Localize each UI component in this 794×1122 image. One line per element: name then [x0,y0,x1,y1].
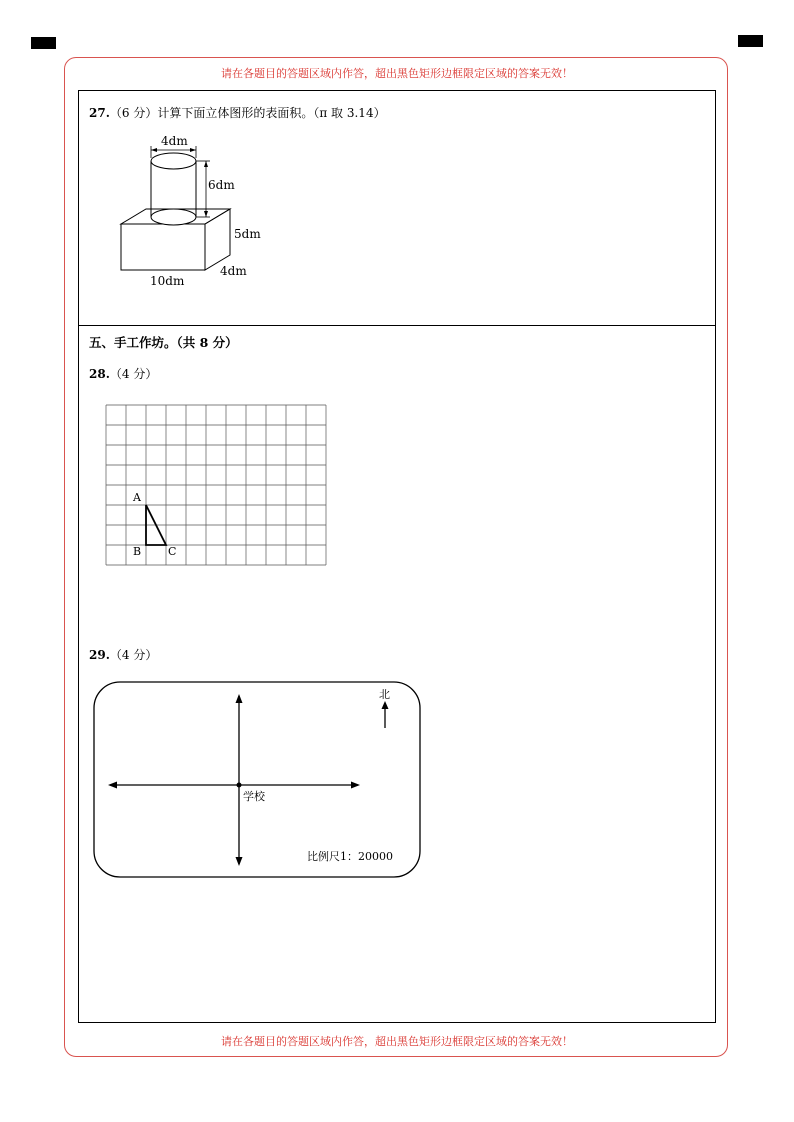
label-point-a: A [133,491,141,504]
label-point-b: B [133,545,142,558]
map-frame [94,682,420,877]
school-point [237,783,242,788]
q29-heading [89,646,157,663]
q28-grid-figure [104,403,328,567]
cuboid-side-face [205,209,230,270]
cuboid-front-face [121,224,205,270]
square-grid [106,405,326,565]
corner-marker-right [738,35,763,47]
q28-heading [89,365,157,382]
label-cyl-height: 6dm [208,178,235,192]
q27-solid-figure [110,128,280,293]
label-box-depth: 4dm [220,264,247,278]
q28-points: （4 分） [109,367,158,381]
bottom-warning: 请在各题目的答题区域内作答，超出黑色矩形边框限定区域的答案无效！ [221,1035,573,1048]
q27-prompt: 计算下面立体图形的表面积。（π 取 3.14） [157,106,386,120]
q29-map-figure [92,680,424,880]
label-north: 北 [379,688,390,701]
q27-number: 27. [89,106,110,120]
label-school: 学校 [243,790,265,803]
q27-heading [89,104,386,121]
q28-number: 28. [89,367,110,381]
label-box-length: 10dm [150,274,185,288]
label-box-height: 5dm [234,227,261,241]
label-point-c: C [168,545,177,558]
q29-number: 29. [89,648,110,662]
label-cyl-diameter: 4dm [161,134,188,148]
q27-points: （6 分） [109,106,158,120]
top-warning: 请在各题目的答题区域内作答，超出黑色矩形边框限定区域的答案无效！ [221,67,573,80]
cylinder-bottom-ellipse [151,209,196,225]
section5-title: 五、手工作坊。（共 8 分） [89,335,238,350]
label-scale: 比例尺1：20000 [307,850,393,863]
cylinder-top-ellipse [151,153,196,169]
q29-points: （4 分） [109,648,158,662]
corner-marker-left [31,37,56,49]
